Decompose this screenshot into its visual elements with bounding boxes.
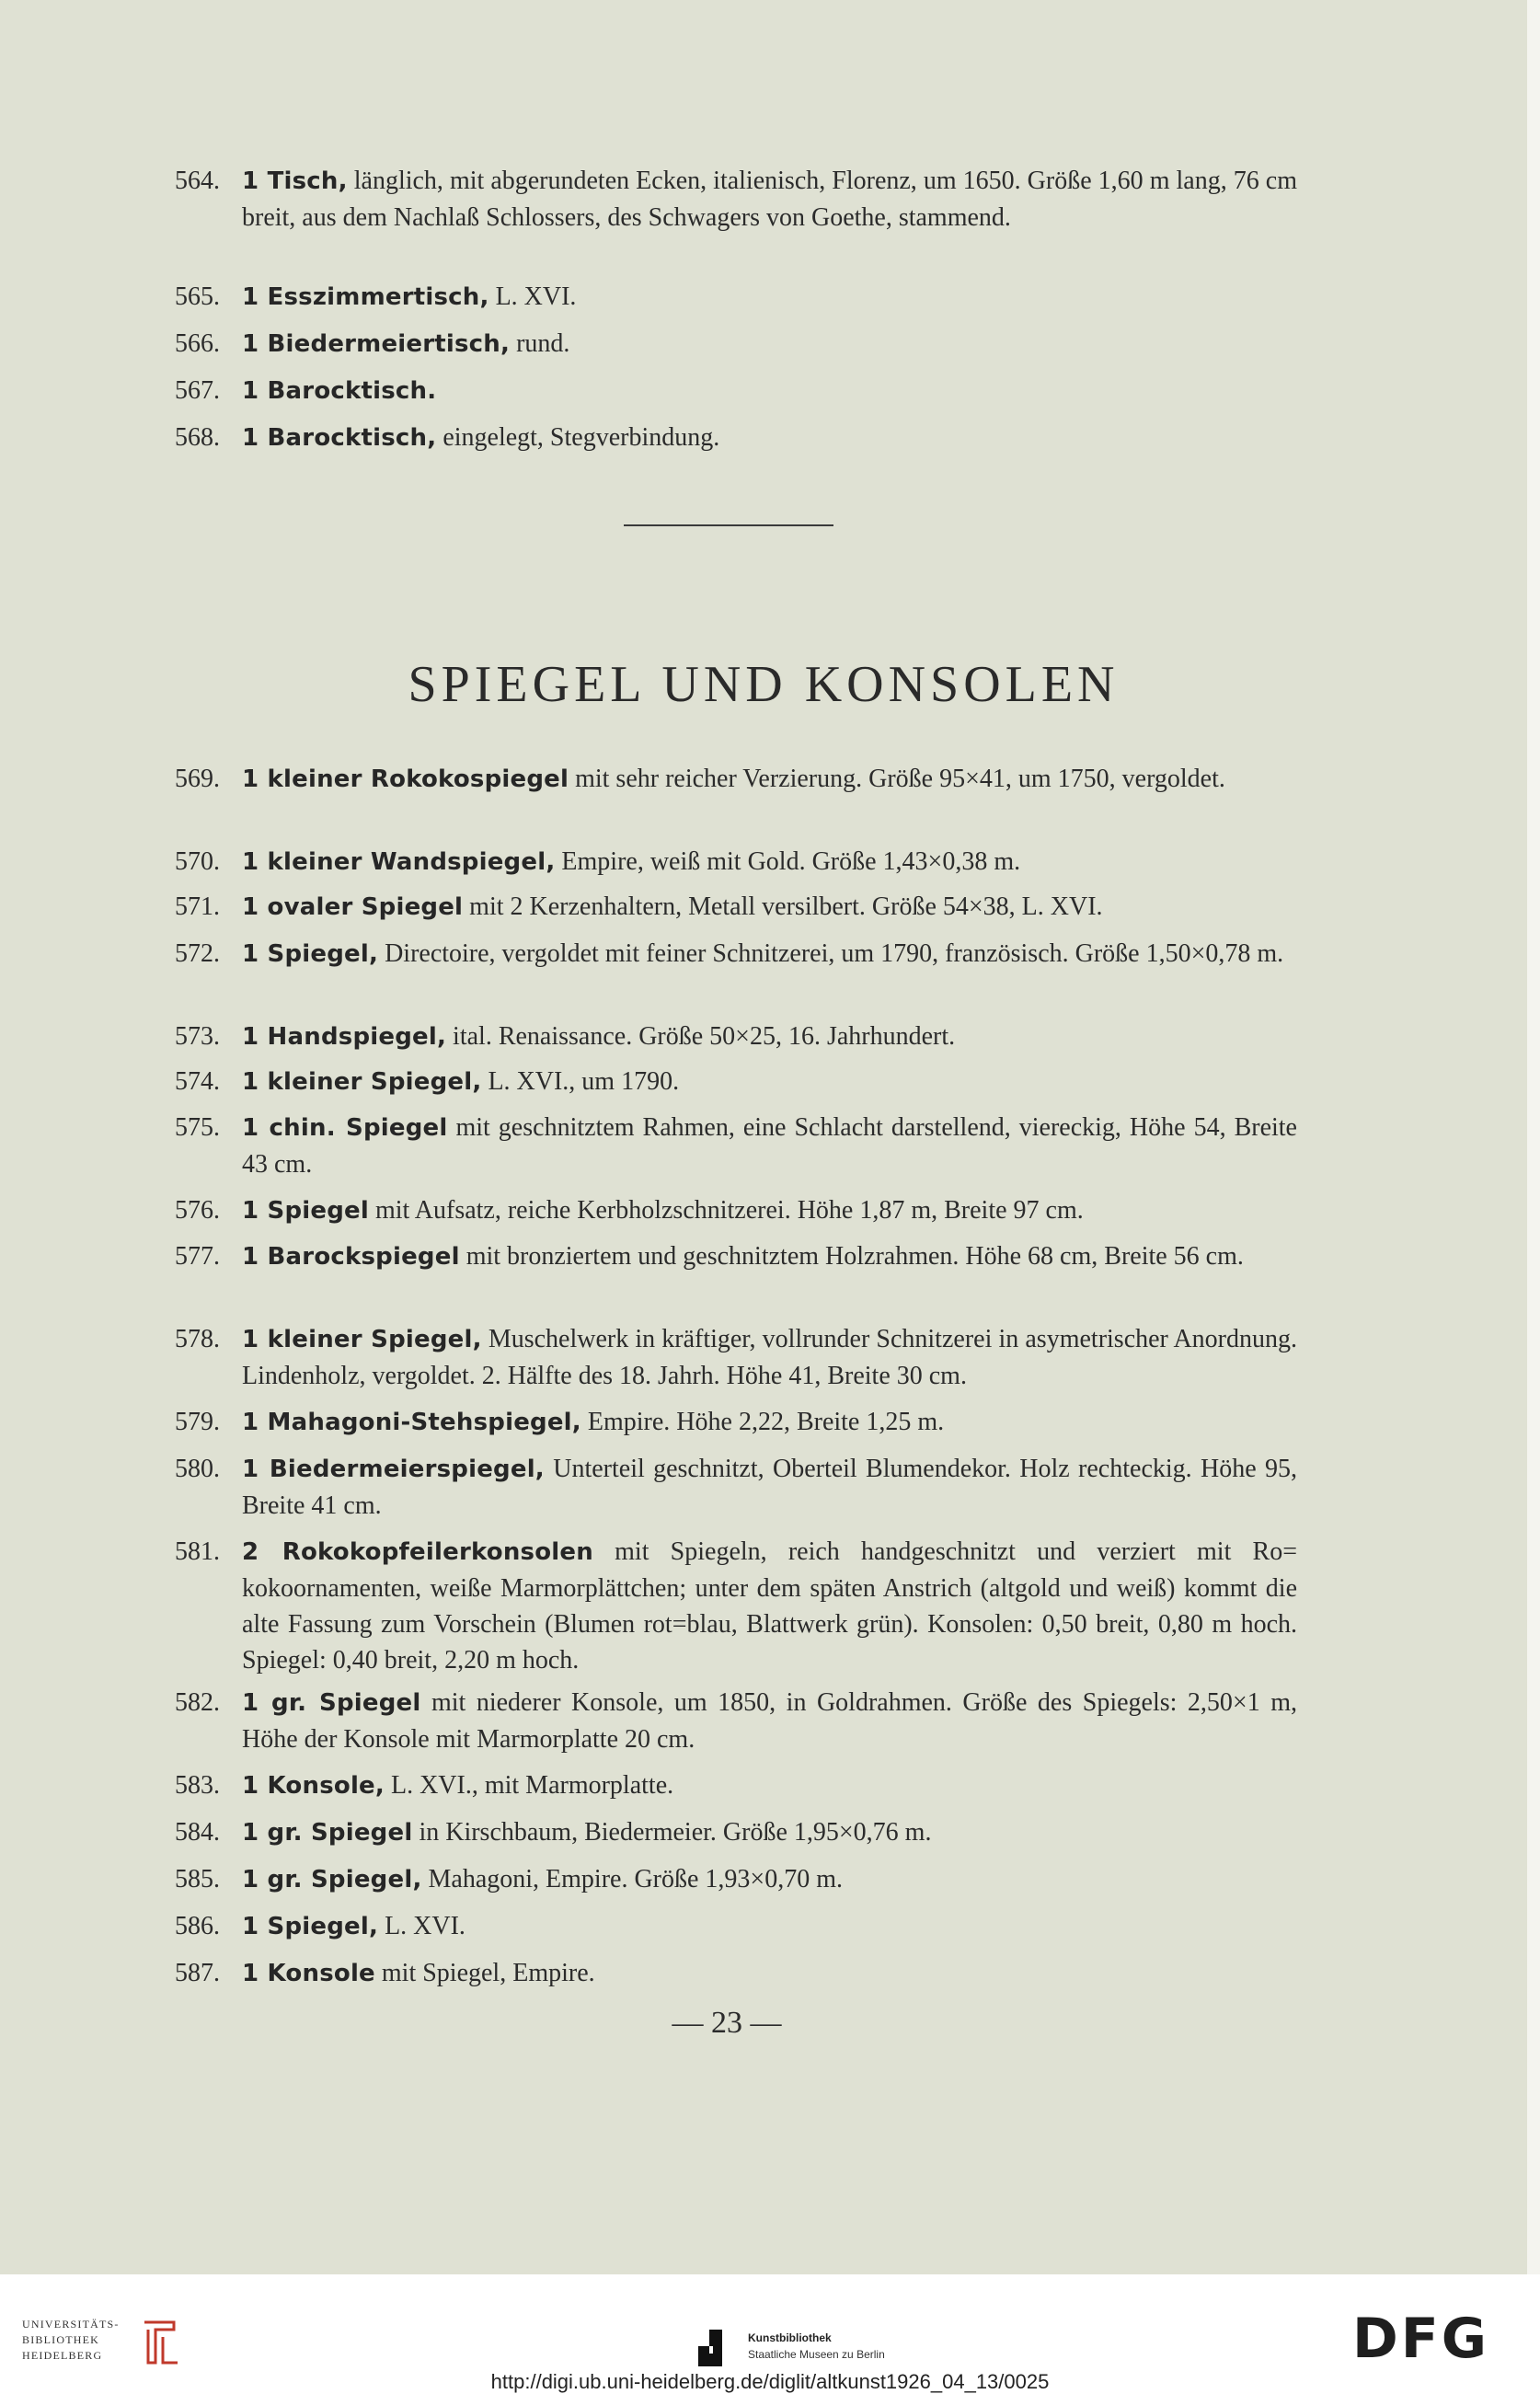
entry-number: 580. [175, 1455, 220, 1483]
entry-565 [175, 279, 1297, 316]
entry-number: 568. [175, 423, 220, 452]
item-description: mit geschnitztem Rahmen, eine Schlacht darstellend, viereckig, Höhe 54, Breite 43 cm. [242, 1113, 1297, 1179]
entry-577 [175, 1238, 1297, 1275]
item-description: mit Aufsatz, reiche Kerbholzschnitzerei. Höhe 1,87 m, Breite 97 cm. [368, 1196, 1084, 1225]
item-description: mit Spiegeln, reich handgeschnitzt und verziert mit Ro= kokoornamenten, weiße Marmorplättchen; unter dem späten Anstrich (altgold und weiß) kommt die alte Fassung zum Vorschein (Blumen rot=blau, Blattwerk grün). Konsolen: 0,50 breit, 0,80 m hoch. Spiegel: 0,40 breit, 2,20 m hoch. [242, 1537, 1298, 1675]
item-description: Mahagoni, Empire. Größe 1,93×0,70 m. [421, 1865, 844, 1893]
item-description: Muschelwerk in kräftiger, vollrunder Schnitzerei in asymetrischer Anordnung. Lindenholz, vergoldet. 2. Hälfte des 18. Jahrh. Höhe 41, Breite 30 cm. [242, 1325, 1297, 1390]
item-description: L. XVI., um 1790. [481, 1067, 680, 1096]
entry-583 [175, 1767, 1297, 1804]
entry-number: 583. [175, 1771, 220, 1800]
item-name: 1 Barockspiegel [242, 1243, 460, 1271]
item-name: 1 kleiner Rokokospiegel [242, 765, 569, 793]
entry-564 [175, 163, 1297, 236]
entry-number: 572. [175, 939, 220, 968]
entry-number: 581. [175, 1537, 220, 1566]
item-name: 1 Spiegel, [242, 940, 379, 968]
item-description: L. XVI. [488, 282, 577, 311]
item-description: Empire. Höhe 2,22, Breite 1,25 m. [580, 1408, 945, 1436]
entry-582 [175, 1685, 1297, 1757]
kunstbibliothek-mark-icon [695, 2328, 737, 2370]
item-description: L. XVI. [378, 1912, 465, 1940]
item-name: 1 Spiegel, [242, 1913, 379, 1940]
item-name: 1 chin. Spiegel [242, 1114, 448, 1142]
item-name: 1 Konsole, [242, 1772, 385, 1800]
entry-581 [175, 1534, 1297, 1678]
university-library-logo[interactable] [22, 2317, 188, 2366]
dfg-logo[interactable]: DFG [1352, 2307, 1490, 2371]
entry-573 [175, 1019, 1297, 1055]
entry-584 [175, 1814, 1297, 1851]
entry-575 [175, 1110, 1297, 1182]
item-description: in Kirschbaum, Biedermeier. Größe 1,95×0,76 m. [412, 1818, 932, 1847]
entry-number: 577. [175, 1242, 220, 1271]
entry-number: 570. [175, 847, 220, 876]
item-name: 1 Esszimmertisch, [242, 283, 489, 311]
entry-number: 582. [175, 1688, 220, 1717]
item-description: ital. Renaissance. Größe 50×25, 16. Jahrhundert. [446, 1022, 956, 1051]
entry-number: 564. [175, 167, 220, 195]
item-name: 1 Handspiegel, [242, 1023, 447, 1051]
entry-number: 573. [175, 1022, 220, 1051]
item-description: eingelegt, Stegverbindung. [436, 423, 720, 452]
item-description: mit Spiegel, Empire. [374, 1959, 595, 1987]
item-description: mit sehr reicher Verzierung. Größe 95×41, um 1750, vergoldet. [569, 765, 1225, 793]
item-name: 1 ovaler Spiegel [242, 893, 464, 921]
entry-579 [175, 1404, 1297, 1441]
entry-566 [175, 326, 1297, 363]
item-name: 1 Biedermeierspiegel, [242, 1456, 545, 1483]
kunstbibliothek-subtitle: Staatliche Museen zu Berlin [748, 2348, 885, 2361]
item-description: Unterteil geschnitzt, Oberteil Blumendekor. Holz rechteckig. Höhe 95, Breite 41 cm. [242, 1455, 1297, 1520]
page-edge [1527, 0, 1540, 2274]
entry-number: 575. [175, 1113, 220, 1142]
section-title: SPIEGEL UND KONSOLEN [408, 656, 1120, 713]
entry-number: 565. [175, 282, 220, 311]
entry-number: 576. [175, 1196, 220, 1225]
item-name: 1 Spiegel [242, 1197, 369, 1225]
item-description: Directoire, vergoldet mit feiner Schnitzerei, um 1790, französisch. Größe 1,50×0,78 m. [378, 939, 1284, 968]
page-number: — 23 — [672, 2006, 782, 2040]
item-name: 1 Konsole [242, 1960, 375, 1987]
item-name: 1 Mahagoni-Stehspiegel, [242, 1409, 581, 1436]
item-name: 1 gr. Spiegel [242, 1819, 413, 1847]
entry-number: 584. [175, 1818, 220, 1847]
entry-574 [175, 1064, 1297, 1100]
entry-587 [175, 1955, 1297, 1992]
entry-576 [175, 1192, 1297, 1229]
item-description: Empire, weiß mit Gold. Größe 1,43×0,38 m. [555, 847, 1021, 876]
item-name: 1 Biedermeiertisch, [242, 330, 511, 358]
entry-number: 574. [175, 1067, 220, 1096]
item-description: mit bronziertem und geschnitztem Holzrahmen. Höhe 68 cm, Breite 56 cm. [459, 1242, 1244, 1271]
item-description: mit 2 Kerzenhaltern, Metall versilbert. Größe 54×38, L. XVI. [463, 892, 1103, 921]
entry-570 [175, 844, 1297, 880]
entry-number: 587. [175, 1959, 220, 1987]
heidelberg-mark-icon [137, 2317, 183, 2366]
entry-number: 585. [175, 1865, 220, 1893]
section-divider [624, 524, 833, 526]
entry-585 [175, 1861, 1297, 1898]
item-name: 1 kleiner Wandspiegel, [242, 848, 556, 876]
entry-number: 571. [175, 892, 220, 921]
entry-568 [175, 420, 1297, 456]
item-name: 1 Tisch, [242, 167, 348, 195]
item-name: 1 Barocktisch, [242, 424, 437, 452]
item-name: 1 Barocktisch. [242, 377, 437, 405]
entry-580 [175, 1451, 1297, 1524]
entry-number: 566. [175, 329, 220, 358]
entry-number: 567. [175, 376, 220, 405]
entry-number: 569. [175, 765, 220, 793]
entry-572 [175, 936, 1297, 973]
item-description: mit niederer Konsole, um 1850, in Goldrahmen. Größe des Spiegels: 2,50×1 m, Höhe der Konsole mit Marmorplatte 20 cm. [242, 1688, 1297, 1754]
entry-number: 586. [175, 1912, 220, 1940]
item-name: 1 kleiner Spiegel, [242, 1326, 482, 1353]
item-name: 1 kleiner Spiegel, [242, 1068, 482, 1096]
item-name: 1 gr. Spiegel [242, 1689, 421, 1717]
permalink-url[interactable]: http://digi.ub.uni-heidelberg.de/diglit/altkunst1926_04_13/0025 [490, 2370, 1050, 2393]
item-name: 2 Rokokopfeilerkonsolen [242, 1538, 593, 1566]
entry-578 [175, 1321, 1297, 1394]
entry-569 [175, 761, 1297, 798]
kunstbibliothek-logo[interactable] [695, 2328, 971, 2374]
entry-567 [175, 373, 1297, 409]
entry-571 [175, 889, 1297, 926]
uni-line-3: HEIDELBERG [22, 2349, 103, 2362]
entry-number: 578. [175, 1325, 220, 1353]
footer-bar [0, 2274, 1540, 2393]
entry-586 [175, 1908, 1297, 1945]
uni-line-1: UNIVERSITÄTS- [22, 2318, 120, 2331]
item-description: L. XVI., mit Marmorplatte. [384, 1771, 674, 1800]
item-description: rund. [510, 329, 570, 358]
entry-number: 579. [175, 1408, 220, 1436]
uni-line-2: BIBLIOTHEK [22, 2333, 99, 2346]
item-name: 1 gr. Spiegel, [242, 1866, 422, 1893]
item-description: länglich, mit abgerundeten Ecken, italienisch, Florenz, um 1650. Größe 1,60 m lang, 76 cm breit, aus dem Nachlaß Schlossers, des Schwagers von Goethe, stammend. [242, 167, 1297, 232]
kunstbibliothek-name: Kunstbibliothek [748, 2331, 832, 2344]
